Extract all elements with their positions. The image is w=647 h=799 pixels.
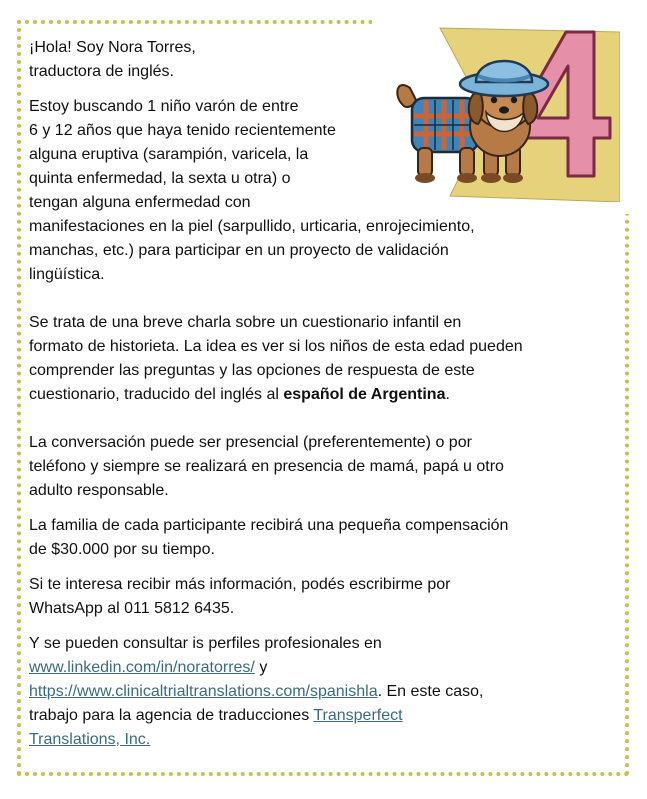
conversation-line: adulto responsable. — [29, 482, 169, 499]
clinical-trial-translations-link[interactable]: https://www.clinicaltrialtranslations.com/spanishla — [29, 683, 378, 700]
linkedin-link[interactable]: www.linkedin.com/in/noratorres/ — [29, 659, 255, 676]
about-line: Se trata de una breve charla sobre un cuestionario infantil en — [29, 314, 462, 331]
whatsapp-line: WhatsApp al 011 5812 6435. — [29, 600, 235, 617]
request-line: manchas, etc.) para participar en un proyecto de validación — [29, 242, 449, 259]
request-line: manifestaciones en la piel (sarpullido, urticaria, enrojecimiento, — [29, 218, 475, 235]
about-period: . — [445, 386, 450, 403]
request-line: Estoy buscando 1 niño varón de entre — [29, 98, 299, 115]
bold-variant-text: español de Argentina — [283, 386, 446, 403]
transperfect-link[interactable]: Transperfect — [313, 707, 403, 724]
about-line: cuestionario, traducido del inglés al — [29, 386, 284, 403]
conversation-line: teléfono y siempre se realizará en presencia de mamá, papá u otro — [29, 458, 504, 475]
flyer-text — [29, 36, 589, 763]
greeting-line: ¡Hola! Soy Nora Torres, — [29, 39, 196, 56]
about-paragraph — [29, 311, 589, 407]
request-paragraph — [29, 95, 589, 287]
profiles-line: Y se pueden consultar is perfiles profesionales en — [29, 635, 382, 652]
contact-paragraph — [29, 573, 589, 621]
profiles-line: trabajo para la agencia de traducciones — [29, 707, 314, 724]
compensation-line: La familia de cada participante recibirá una pequeña compensación — [29, 517, 509, 534]
conjunction-text: y — [254, 659, 268, 676]
about-line: formato de historieta. La idea es ver si los niños de esta edad pueden — [29, 338, 523, 355]
request-line: alguna eruptiva (sarampión, varicela, la — [29, 146, 309, 163]
about-line: comprender las preguntas y las opciones de respuesta de este — [29, 362, 475, 379]
request-line: 6 y 12 años que haya tenido recientemente — [29, 122, 336, 139]
profiles-paragraph — [29, 632, 589, 752]
conversation-paragraph — [29, 431, 589, 503]
greeting-paragraph — [29, 36, 589, 84]
greeting-line: traductora de inglés. — [29, 63, 174, 80]
compensation-paragraph — [29, 514, 589, 562]
request-line: quinta enfermedad, la sexta u otra) o — [29, 170, 291, 187]
transperfect-link-continued[interactable]: Translations, Inc. — [29, 731, 151, 748]
conversation-line: La conversación puede ser presencial (preferentemente) o por — [29, 434, 472, 451]
request-line: tengan alguna enfermedad con — [29, 194, 251, 211]
compensation-line: de $30.000 por su tiempo. — [29, 541, 215, 558]
contact-line: Si te interesa recibir más información, podés escribirme por — [29, 576, 451, 593]
request-line: lingüística. — [29, 266, 105, 283]
profiles-text: . En este caso, — [377, 683, 484, 700]
